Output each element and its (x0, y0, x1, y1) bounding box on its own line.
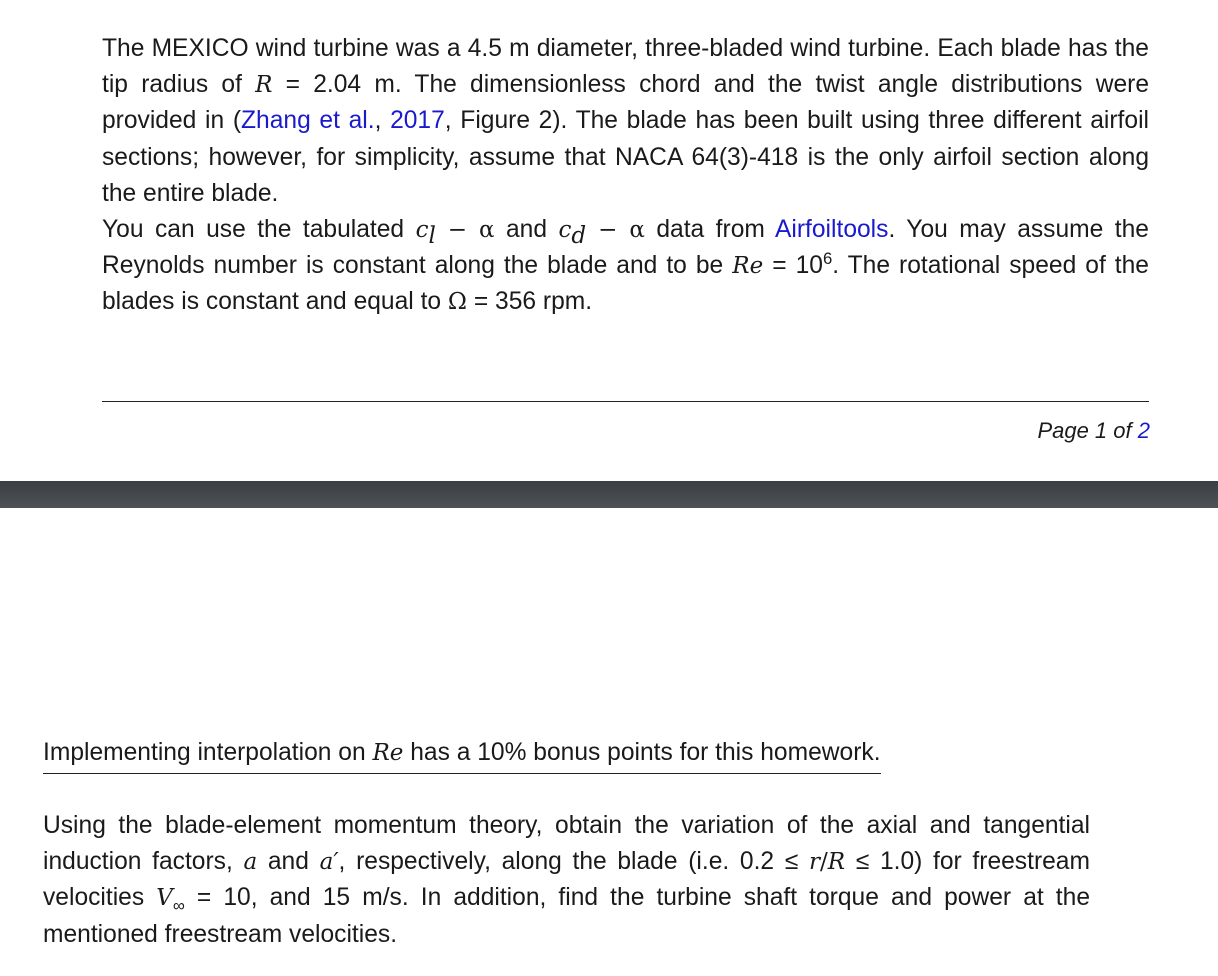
math-R: R (255, 72, 273, 99)
text: and (494, 216, 559, 243)
math-c: c (558, 217, 572, 243)
text: , (374, 107, 391, 135)
text: Implementing interpolation on (43, 739, 373, 766)
math-minus-alpha: − α (586, 217, 645, 243)
bonus-note (43, 735, 881, 774)
text: . You may assume the Reynolds number is constant along the blade and to be (102, 216, 1149, 280)
math-minus-alpha: − α (435, 217, 495, 243)
text: You can use the tabulated (102, 216, 416, 243)
citation-author-link[interactable]: Zhang et al. (241, 107, 375, 135)
math-r: r (809, 849, 820, 876)
page-separator (0, 481, 1218, 508)
page-1 (0, 0, 1218, 481)
airfoiltools-link[interactable]: Airfoiltools (774, 216, 889, 243)
text: Using the blade-element momentum theory, obtain the variation of the axial and tangential induction factors, (43, 812, 1090, 876)
exponent: 6 (822, 249, 833, 269)
page-number (1037, 418, 1150, 444)
paragraph-turbine-description (102, 31, 1149, 212)
text: = 356 rpm. (467, 288, 593, 316)
text: ) for freestream velocities (43, 848, 1090, 912)
math-slash: / (820, 849, 828, 876)
text: . The rotational speed of the blades is constant and equal to (102, 252, 1149, 316)
text: = 10 (763, 252, 823, 280)
page-number-prefix: Page 1 of (1037, 418, 1138, 443)
math-a-prime: a′ (319, 849, 339, 876)
math-sub-d: d (571, 222, 587, 249)
math-a: a (243, 849, 258, 876)
text: The MEXICO wind turbine was a 4.5 m diameter, three-bladed wind turbine. Each blade has the tip radius of (102, 35, 1149, 99)
math-Re: Re (372, 740, 404, 766)
math-sub-l: l (428, 222, 436, 249)
math-V: V (156, 885, 173, 912)
text: data from (644, 216, 775, 243)
text: = 2.04 m. The dimensionless chord and the twist angle distributions were provided in ( (102, 71, 1149, 135)
text: = 10, and 15 m/s. In addition, find the turbine shaft torque and power at the mentioned freestream velocities. (43, 884, 1090, 948)
page-total-link[interactable]: 2 (1137, 418, 1150, 443)
math-range: 0.2 ≤ (739, 848, 809, 876)
text: and (257, 848, 320, 876)
math-c: c (415, 217, 429, 243)
math-sub-infinity: ∞ (172, 896, 185, 916)
math-Re: Re (732, 253, 764, 280)
text: , Figure 2). The blade has been built using three different airfoil sections; however, for simplicity, assume that NACA 64(3)-418 is the only airfoil section along the entire blade. (102, 107, 1149, 207)
paragraph-airfoil-data (102, 212, 1149, 321)
math-omega: Ω (447, 289, 467, 316)
math-range: ≤ 1.0 (845, 848, 915, 876)
math-R: R (827, 849, 846, 876)
citation-year-link[interactable]: 2017 (390, 107, 445, 135)
paragraph-task (43, 808, 1090, 953)
text: , respectively, along the blade (i.e. (338, 848, 740, 876)
footer-divider (102, 401, 1149, 402)
text: has a 10% bonus points for this homework. (403, 739, 881, 766)
